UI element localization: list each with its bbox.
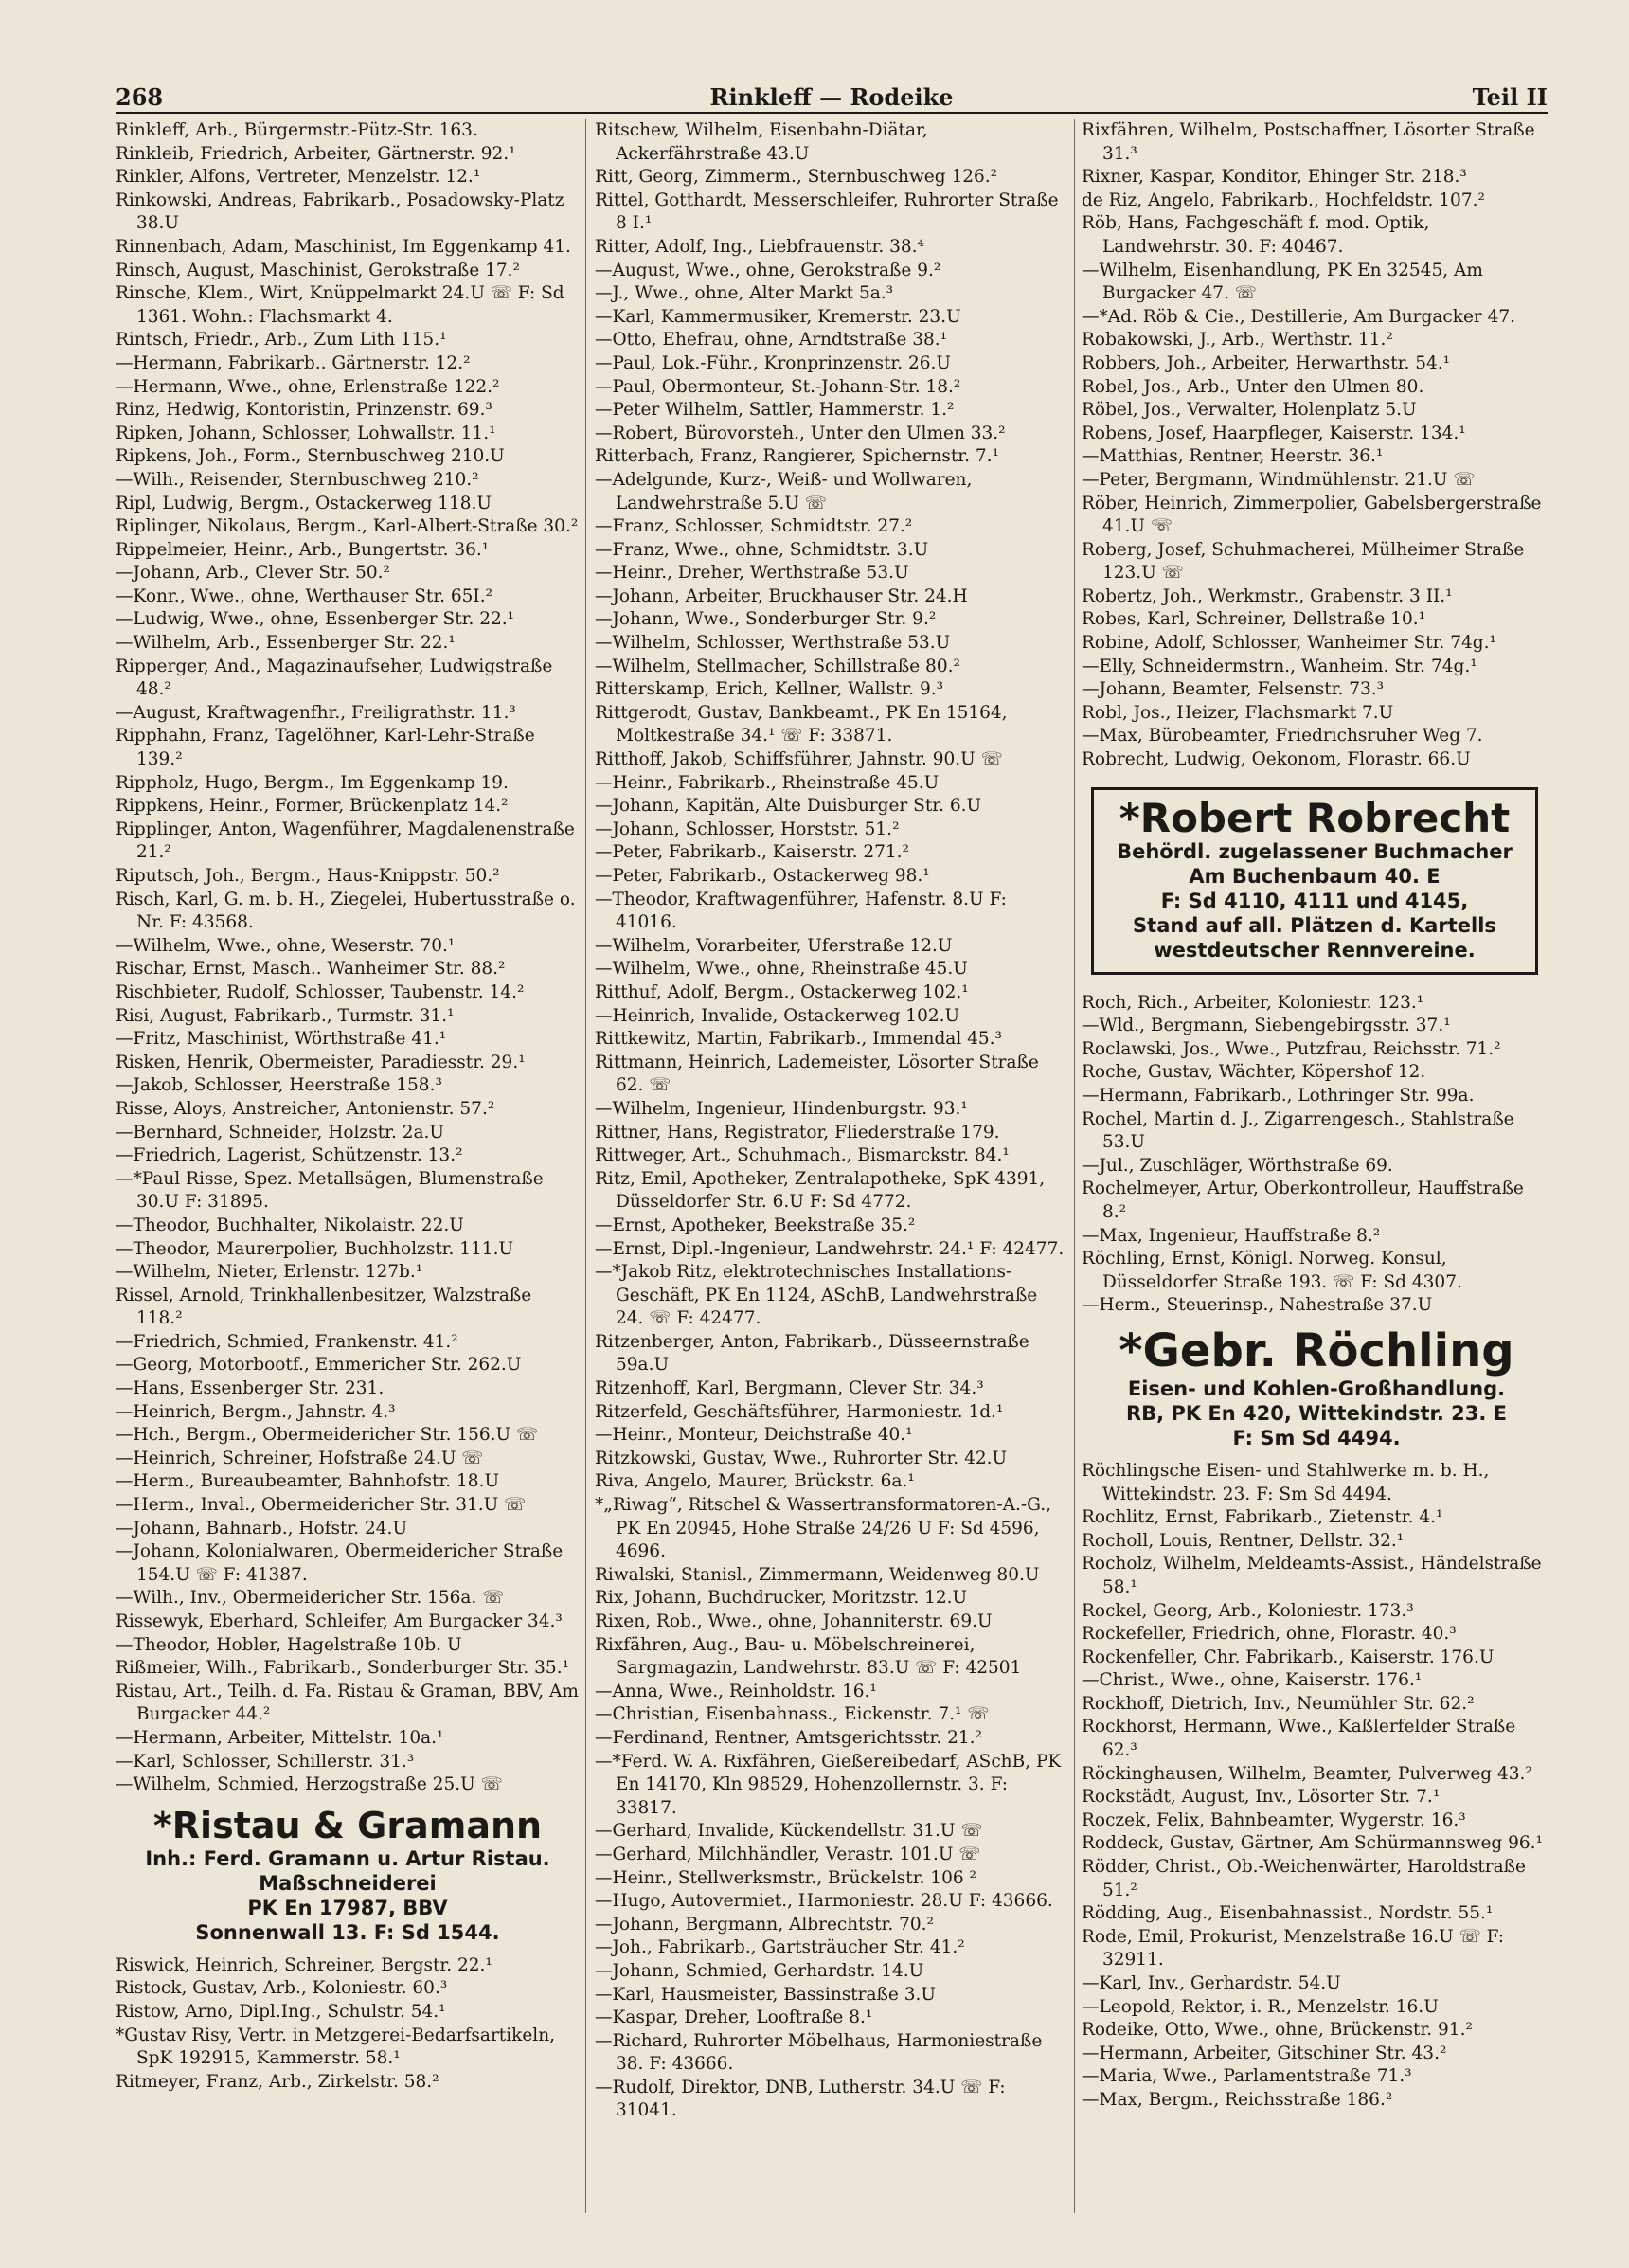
directory-entry: —Kaspar, Dreher, Looftraße 8.¹: [595, 2007, 873, 2028]
directory-entry: Röchlingsche Eisen- und Stahlwerke m. b. H., Wittekindstr. 23. F: Sm Sd 4494.: [1082, 1460, 1490, 1504]
directory-entry: Rixfähren, Aug., Bau- u. Möbelschreinerei, Sargmagazin, Landwehrstr. 83.U ☏ F: 42501: [595, 1634, 1022, 1679]
directory-entry: —Wilhelm, Eisenhandlung, PK En 32545, Am Burgacker 47. ☏: [1082, 260, 1483, 304]
directory-entry: —Hch., Bergm., Obermeidericher Str. 156.U ☏: [116, 1425, 539, 1446]
directory-entry: Robertz, Joh., Werkmstr., Grabenstr. 3 II.¹: [1082, 585, 1453, 606]
directory-entry: Risken, Henrik, Obermeister, Paradiesstr. 29.¹: [116, 1052, 526, 1072]
directory-entry: Ritterbach, Franz, Rangierer, Spichernstr. 7.¹: [595, 446, 999, 467]
directory-entry: Rixen, Rob., Wwe., ohne, Johanniterstr. 69.U: [595, 1611, 993, 1631]
directory-entry: —Johann, Bahnarb., Hofstr. 24.U: [116, 1518, 408, 1539]
header-rule: [116, 112, 1548, 114]
directory-entry: —Paul, Lok.-Führ., Kronprinzenstr. 26.U: [595, 352, 951, 373]
directory-entry: —Peter, Fabrikarb., Ostackerweg 98.¹: [595, 866, 930, 886]
directory-entry: —Johann, Bergmann, Albrechtstr. 70.²: [595, 1914, 934, 1935]
directory-entry: Ritthoff, Jakob, Schiffsführer, Jahnstr. 90.U ☏: [595, 749, 1003, 770]
directory-entry: Roch, Rich., Arbeiter, Koloniestr. 123.¹: [1082, 992, 1424, 1013]
directory-entry: —Karl, Hausmeister, Bassinstraße 3.U: [595, 1984, 936, 2005]
ad-line: RB, PK En 420, Wittekindstr. 23. E: [1125, 1401, 1508, 1425]
directory-entry: —Gerhard, Invalide, Kückendellstr. 31.U ☏: [595, 1821, 983, 1842]
directory-entry: —Heinrich, Schreiner, Hofstraße 24.U ☏: [116, 1448, 484, 1468]
directory-entry: Robakowski, J., Arb., Werthstr. 11.²: [1082, 330, 1393, 351]
directory-entry: —Konr., Wwe., ohne, Werthauser Str. 65I.²: [116, 585, 493, 606]
directory-entry: —Leopold, Rektor, i. R., Menzelstr. 16.U: [1082, 1996, 1439, 2017]
directory-entry: —Anna, Wwe., Reinholdstr. 16.¹: [595, 1681, 877, 1701]
directory-entry: Rißmeier, Wilh., Fabrikarb., Sonderburger Str. 35.¹: [116, 1658, 569, 1679]
directory-entry: Ritzkowski, Gustav, Wwe., Ruhrorter Str. 42.U: [595, 1448, 1008, 1468]
directory-entry: Rochlitz, Ernst, Fabrikarb., Zietenstr. 4.¹: [1082, 1507, 1443, 1528]
directory-entry: —Franz, Schlosser, Schmidtstr. 27.²: [595, 516, 913, 537]
directory-entry: —Hermann, Arbeiter, Gitschiner Str. 43.²: [1082, 2043, 1447, 2063]
directory-entry: Ritschew, Wilhelm, Eisenbahn-Diätar, Ackerfährstraße 43.U: [595, 120, 928, 164]
directory-entry: Ritzenhoff, Karl, Bergmann, Clever Str. 34.³: [595, 1378, 984, 1399]
directory-entry: —Herm., Bureaubeamter, Bahnhofstr. 18.U: [116, 1471, 500, 1492]
ad-title: *Gebr. Röchling: [1119, 1323, 1514, 1377]
directory-entry: Risch, Karl, G. m. b. H., Ziegelei, Hubertusstraße o. Nr. F: 43568.: [116, 889, 576, 933]
directory-entry: —Friedrich, Lagerist, Schützenstr. 13.²: [116, 1145, 463, 1166]
directory-entry: Rissel, Arnold, Trinkhallenbesitzer, Walzstraße 118.²: [116, 1285, 532, 1329]
directory-entry: —Karl, Inv., Gerhardstr. 54.U: [1082, 1973, 1341, 1993]
directory-entry: Rinz, Hedwig, Kontoristin, Prinzenstr. 69.³: [116, 400, 492, 421]
directory-entry: Ripl, Ludwig, Bergm., Ostackerweg 118.U: [116, 493, 492, 513]
directory-entry: —Wilhelm, Arb., Essenberger Str. 22.¹: [116, 633, 456, 654]
ad-line: Behördl. zugelassener Buchmacher: [1117, 839, 1513, 863]
directory-entry: —Ludwig, Wwe., ohne, Essenberger Str. 22.¹: [116, 609, 515, 630]
directory-entry: Ristow, Arno, Dipl.Ing., Schulstr. 54.¹: [116, 2001, 446, 2022]
directory-entry: —Wilhelm, Schmied, Herzogstraße 25.U ☏: [116, 1774, 503, 1795]
directory-entry: Riva, Angelo, Maurer, Brückstr. 6a.¹: [595, 1471, 915, 1492]
directory-entry: Robbers, Joh., Arbeiter, Herwarthstr. 54.¹: [1082, 352, 1451, 373]
directory-entry: Roddeck, Gustav, Gärtner, Am Schürmannsweg 96.¹: [1082, 1833, 1543, 1854]
directory-entry: Rittgerodt, Gustav, Bankbeamt., PK En 15164, Moltkestraße 34.¹ ☏ F: 33871.: [595, 702, 1008, 747]
directory-entry: —Hugo, Autovermiet., Harmoniestr. 28.U F: 43666.: [595, 1891, 1053, 1912]
directory-entry: Ripken, Johann, Schlosser, Lohwallstr. 11.¹: [116, 423, 496, 443]
directory-entry: —Georg, Motorbootf., Emmericher Str. 262.U: [116, 1355, 522, 1376]
directory-entry: —Heinrich, Invalide, Ostackerweg 102.U: [595, 1005, 960, 1026]
directory-entry: *„Riwag“, Ritschel & Wassertransformatoren-A.-G., PK En 20945, Hohe Straße 24/26 U F: Sd 4596, 4696.: [595, 1495, 1051, 1562]
directory-entry: —Herm., Steuerinsp., Nahestraße 37.U: [1082, 1295, 1433, 1316]
column-divider: [1074, 119, 1075, 2213]
directory-entry: —Wilh., Reisender, Sternbuschweg 210.²: [116, 469, 479, 490]
ad-line: Am Buchenbaum 40. E: [1189, 864, 1441, 888]
directory-entry: —Fritz, Maschinist, Wörthstraße 41.¹: [116, 1029, 447, 1050]
directory-entry: Robl, Jos., Heizer, Flachsmarkt 7.U: [1082, 702, 1394, 723]
directory-entry: —Wilhelm, Schlosser, Werthstraße 53.U: [595, 633, 951, 654]
directory-entry: Rixfähren, Wilhelm, Postschaffner, Lösorter Straße 31.³: [1082, 120, 1535, 164]
directory-entry: —Joh., Fabrikarb., Gartsträucher Str. 41.²: [595, 1937, 965, 1958]
directory-entry: Roberg, Josef, Schuhmacherei, Mülheimer Straße 123.U ☏: [1082, 539, 1525, 584]
ad-title: *Robert Robrecht: [1119, 794, 1511, 841]
directory-entry: Rittkewitz, Martin, Fabrikarb., Immendal 45.³: [595, 1029, 1002, 1050]
ad-line: PK En 17987, BBV: [247, 1896, 448, 1919]
advertisement: [1082, 1325, 1551, 1450]
directory-entry: Robes, Karl, Schreiner, Dellstraße 10.¹: [1082, 609, 1426, 630]
directory-entry: Rödder, Christ., Ob.-Weichenwärter, Haroldstraße 51.²: [1082, 1857, 1526, 1900]
directory-entry: —Johann, Kapitän, Alte Duisburger Str. 6.U: [595, 796, 982, 817]
directory-entry: Rinkowski, Andreas, Fabrikarb., Posadowsky-Platz 38.U: [116, 189, 564, 234]
directory-entry: —Hermann, Wwe., ohne, Erlenstraße 122.²: [116, 376, 500, 397]
directory-entry: —Johann, Arbeiter, Bruckhauser Str. 24.H: [595, 585, 968, 606]
directory-entry: Rockstädt, August, Inv., Lösorter Str. 7.¹: [1082, 1787, 1441, 1808]
directory-entry: Rischar, Ernst, Masch.. Wanheimer Str. 88.²: [116, 959, 506, 980]
directory-entry: Ritter, Adolf, Ing., Liebfrauenstr. 38.⁴: [595, 236, 924, 257]
directory-entry: Ritzenberger, Anton, Fabrikarb., Düsseernstraße 59a.U: [595, 1331, 1029, 1376]
column-1: [116, 119, 580, 2251]
directory-entry: —Karl, Schlosser, Schillerstr. 31.³: [116, 1751, 415, 1772]
ad-line: Maßschneiderei: [259, 1871, 437, 1895]
directory-entry: Rode, Emil, Prokurist, Menzelstraße 16.U ☏ F: 32911.: [1082, 1926, 1504, 1971]
directory-entry: Roczek, Felix, Bahnbeamter, Wygerstr. 16.³: [1082, 1809, 1466, 1830]
ad-line: Stand auf all. Plätzen d. Kartells: [1133, 913, 1496, 937]
directory-entry: Rix, Johann, Buchdrucker, Moritzstr. 12.U: [595, 1588, 968, 1609]
directory-entry: —Johann, Arb., Clever Str. 50.²: [116, 563, 390, 584]
directory-entry: —Hermann, Arbeiter, Mittelstr. 10a.¹: [116, 1727, 444, 1748]
directory-entry: —August, Kraftwagenfhr., Freiligrathstr. 11.³: [116, 702, 516, 723]
directory-entry: Rinkleff, Arb., Bürgermstr.-Pütz-Str. 163.: [116, 120, 478, 140]
directory-entry: Rockefeller, Friedrich, ohne, Florastr. 40.³: [1082, 1624, 1457, 1645]
directory-entry: —Heinrich, Bergm., Jahnstr. 4.³: [116, 1401, 396, 1422]
directory-entry: —Otto, Ehefrau, ohne, Arndtstraße 38.¹: [595, 330, 948, 351]
directory-entry: —Wilhelm, Ingenieur, Hindenburgstr. 93.¹: [595, 1098, 968, 1119]
directory-entry: —Rudolf, Direktor, DNB, Lutherstr. 34.U ☏ F: 31041.: [595, 2077, 1006, 2121]
directory-entry: Rippelmeier, Heinr., Arb., Bungertstr. 36.¹: [116, 539, 490, 560]
directory-entry: Rittmann, Heinrich, Lademeister, Lösorter Straße 62. ☏: [595, 1052, 1039, 1096]
directory-entry: —Johann, Wwe., Sonderburger Str. 9.²: [595, 609, 937, 630]
directory-entry: Rinkleib, Friedrich, Arbeiter, Gärtnerstr. 92.¹: [116, 143, 516, 164]
directory-entry: Ripperger, And., Magazinaufseher, Ludwigstraße 48.²: [116, 656, 553, 700]
directory-entry: Rippkens, Heinr., Former, Brückenplatz 14.²: [116, 796, 509, 817]
directory-entry: —Heinr., Fabrikarb., Rheinstraße 45.U: [595, 772, 940, 793]
directory-entry: —Johann, Kolonialwaren, Obermeidericher Straße 154.U ☏ F: 41387.: [116, 1541, 564, 1585]
directory-entry: Rittner, Hans, Registrator, Fliederstraße 179.: [595, 1122, 1000, 1143]
directory-entry: —Christian, Eisenbahnass., Eickenstr. 7.¹ ☏: [595, 1704, 990, 1725]
directory-entry: Rockhoff, Dietrich, Inv., Neumühler Str. 62.²: [1082, 1693, 1475, 1714]
directory-entry: —*Ad. Röb & Cie., Destillerie, Am Burgacker 47.: [1082, 306, 1516, 327]
directory-entry: —Peter, Fabrikarb., Kaiserstr. 271.²: [595, 842, 909, 863]
directory-entry: Rintsch, Friedr., Arb., Zum Lith 115.¹: [116, 330, 447, 351]
directory-entry: Rochel, Martin d. J., Zigarrengesch., Stahlstraße 53.U: [1082, 1108, 1514, 1153]
directory-entry: —Heinr., Monteur, Deichstraße 40.¹: [595, 1425, 913, 1446]
directory-entry: —Bernhard, Schneider, Holzstr. 2a.U: [116, 1122, 444, 1143]
page-range-title: Rinkleff — Rodeike: [709, 83, 954, 111]
directory-entry: —Jakob, Schlosser, Heerstraße 158.³: [116, 1075, 442, 1096]
directory-entry: Robrecht, Ludwig, Oekonom, Florastr. 66.U: [1082, 749, 1471, 770]
directory-entry: —Jul., Zuschläger, Wörthstraße 69.: [1082, 1155, 1393, 1176]
directory-entry: —August, Wwe., ohne, Gerokstraße 9.²: [595, 260, 941, 280]
directory-entry: de Riz, Angelo, Fabrikarb., Hochfeldstr. 107.²: [1082, 189, 1485, 210]
directory-entry: —Herm., Inval., Obermeidericher Str. 31.U ☏: [116, 1495, 527, 1516]
directory-entry: —Max, Bürobeamter, Friedrichsruher Weg 7.: [1082, 726, 1483, 747]
directory-entry: Riputsch, Joh., Bergm., Haus-Knippstr. 50.²: [116, 866, 500, 886]
directory-entry: —Hermann, Fabrikarb.. Gärtnerstr. 12.²: [116, 352, 471, 373]
directory-entry: Rischbieter, Rudolf, Schlosser, Taubenstr. 14.²: [116, 981, 525, 1002]
directory-entry: Rockel, Georg, Arb., Koloniestr. 173.³: [1082, 1600, 1414, 1621]
directory-entry: —Johann, Schlosser, Horststr. 51.²: [595, 819, 900, 839]
directory-entry: Rinsche, Klem., Wirt, Knüppelmarkt 24.U ☏ F: Sd 1361. Wohn.: Flachsmarkt 4.: [116, 283, 564, 327]
directory-entry: —Heinr., Stellwerksmstr., Brückelstr. 106 ²: [595, 1867, 976, 1888]
directory-entry: Rinnenbach, Adam, Maschinist, Im Eggenkamp 41.: [116, 236, 571, 257]
directory-entry: —Gerhard, Milchhändler, Verastr. 101.U ☏: [595, 1844, 981, 1864]
directory-entry: —Theodor, Buchhalter, Nikolaistr. 22.U: [116, 1215, 464, 1235]
directory-entry: Ripphahn, Franz, Tagelöhner, Karl-Lehr-Straße 139.²: [116, 726, 535, 770]
directory-entry: —Franz, Wwe., ohne, Schmidtstr. 3.U: [595, 539, 929, 560]
directory-entry: —Hans, Essenberger Str. 231.: [116, 1378, 385, 1399]
directory-entry: —Wilhelm, Wwe., ohne, Rheinstraße 45.U: [595, 959, 968, 980]
directory-entry: —Theodor, Hobler, Hagelstraße 10b. U: [116, 1634, 462, 1655]
ad-line: Eisen- und Kohlen-Großhandlung.: [1127, 1377, 1506, 1400]
directory-entry: —Wilh., Inv., Obermeidericher Str. 156a. ☏: [116, 1588, 505, 1609]
directory-entry: —Theodor, Kraftwagenführer, Hafenstr. 8.U F: 41016.: [595, 889, 1007, 933]
directory-entry: —Wilhelm, Vorarbeiter, Uferstraße 12.U: [595, 935, 953, 956]
directory-entry: Riwalski, Stanisl., Zimmermann, Weidenweg 80.U: [595, 1564, 1040, 1585]
directory-entry: —Wilhelm, Nieter, Erlenstr. 127b.¹: [116, 1262, 423, 1283]
directory-entry: —Hermann, Fabrikarb., Lothringer Str. 99a.: [1082, 1086, 1475, 1106]
directory-entry: Riswick, Heinrich, Schreiner, Bergstr. 22.¹: [116, 1954, 492, 1975]
directory-entry: Ristock, Gustav, Arb., Koloniestr. 60.³: [116, 1978, 448, 1999]
page-number: 268: [116, 83, 164, 111]
directory-entry: —Friedrich, Schmied, Frankenstr. 41.²: [116, 1331, 458, 1352]
directory-entry: Risi, August, Fabrikarb., Turmstr. 31.¹: [116, 1005, 455, 1026]
column-divider: [585, 119, 586, 2213]
directory-entry: Rittel, Gotthardt, Messerschleifer, Ruhrorter Straße 8 I.¹: [595, 189, 1059, 234]
directory-entry: Robine, Adolf, Schlosser, Wanheimer Str. 74g.¹: [1082, 633, 1496, 654]
directory-entry: —Wilhelm, Stellmacher, Schillstraße 80.²: [595, 656, 960, 676]
directory-entry: —Robert, Bürovorsteh., Unter den Ulmen 33.²: [595, 423, 1006, 443]
directory-entry: —Ernst, Dipl.-Ingenieur, Landwehrstr. 24.¹ F: 42477.: [595, 1238, 1065, 1259]
ad-line: F: Sm Sd 4494.: [1232, 1426, 1401, 1449]
ad-line: Inh.: Ferd. Gramann u. Artur Ristau.: [145, 1846, 550, 1870]
directory-entry: —Johann, Beamter, Felsenstr. 73.³: [1082, 679, 1385, 700]
directory-entry: —*Ferd. W. A. Rixfähren, Gießereibedarf, ASchB, PK En 14170, Kln 98529, Hohenzollernstr. 3. F: 33817.: [595, 1751, 1062, 1818]
directory-entry: Röb, Hans, Fachgeschäft f. mod. Optik, Landwehrstr. 30. F: 40467.: [1082, 213, 1430, 257]
directory-entry: Rippholz, Hugo, Bergm., Im Eggenkamp 19.: [116, 772, 509, 793]
directory-entry: —Adelgunde, Kurz-, Weiß- und Wollwaren, Landwehrstraße 5.U ☏: [595, 469, 973, 513]
directory-entry: Rockhorst, Hermann, Wwe., Kaßlerfelder Straße 62.³: [1082, 1717, 1516, 1761]
directory-entry: —Maria, Wwe., Parlamentstraße 71.³: [1082, 2066, 1412, 2087]
directory-entry: Ritzerfeld, Geschäftsführer, Harmoniestr. 1d.¹: [595, 1401, 1004, 1422]
directory-entry: Rochelmeyer, Artur, Oberkontrolleur, Hauffstraße 8.²: [1082, 1179, 1524, 1222]
directory-entry: Rocholz, Wilhelm, Meldeamts-Assist., Händelstraße 58.¹: [1082, 1554, 1542, 1597]
directory-entry: Rödding, Aug., Eisenbahnassist., Nordstr. 55.¹: [1082, 1903, 1494, 1924]
directory-entry: —Max, Bergm., Reichsstraße 186.²: [1082, 2089, 1393, 2110]
directory-entry: —Wilhelm, Wwe., ohne, Weserstr. 70.¹: [116, 935, 456, 956]
directory-entry: Röbel, Jos., Verwalter, Holenplatz 5.U: [1082, 400, 1417, 421]
directory-entry: —Richard, Ruhrorter Möbelhaus, Harmoniestraße 38. F: 43666.: [595, 2030, 1043, 2075]
directory-entry: —Matthias, Rentner, Heerstr. 36.¹: [1082, 446, 1384, 467]
directory-entry: —Karl, Kammermusiker, Kremerstr. 23.U: [595, 306, 961, 327]
directory-entry: —Peter, Bergmann, Windmühlenstr. 21.U ☏: [1082, 469, 1476, 490]
directory-entry: —Wld., Bergmann, Siebengebirgsstr. 37.¹: [1082, 1016, 1451, 1036]
ad-line: F: Sd 4110, 4111 und 4145,: [1160, 889, 1469, 912]
directory-entry: Roche, Gustav, Wächter, Köpershof 12.: [1082, 1062, 1426, 1083]
directory-entry: —Heinr., Dreher, Werthstraße 53.U: [595, 563, 909, 584]
advertisement: [1091, 787, 1538, 975]
directory-entry: Röchling, Ernst, Königl. Norweg. Konsul, Düsseldorfer Straße 193. ☏ F: Sd 4307.: [1082, 1249, 1462, 1292]
directory-entry: —Paul, Obermonteur, St.-Johann-Str. 18.²: [595, 376, 961, 397]
directory-entry: Rissewyk, Eberhard, Schleifer, Am Burgacker 34.³: [116, 1611, 563, 1631]
directory-entry: Rinsch, August, Maschinist, Gerokstraße 17.²: [116, 260, 520, 280]
directory-entry: Rixner, Kaspar, Konditor, Ehinger Str. 218.³: [1082, 167, 1467, 188]
directory-entry: —Elly, Schneidermstrn., Wanheim. Str. 74g.¹: [1082, 656, 1477, 676]
directory-entry: —Theodor, Maurerpolier, Buchholzstr. 111.U: [116, 1238, 514, 1259]
directory-entry: Rinkler, Alfons, Vertreter, Menzelstr. 12.¹: [116, 167, 481, 188]
directory-entry: Ripplinger, Anton, Wagenführer, Magdalenenstraße 21.²: [116, 819, 575, 863]
directory-entry: Rittweger, Art., Schuhmach., Bismarckstr. 84.¹: [595, 1145, 1010, 1166]
directory-entry: Rocholl, Louis, Rentner, Dellstr. 32.¹: [1082, 1530, 1405, 1551]
ad-title: *Ristau & Gramann: [152, 1804, 543, 1846]
advertisement: [116, 1805, 580, 1945]
directory-entry: —Ernst, Apotheker, Beekstraße 35.²: [595, 1215, 916, 1235]
directory-entry: Rodeike, Otto, Wwe., ohne, Brückenstr. 91.²: [1082, 2020, 1473, 2041]
column-3: [1082, 119, 1551, 2251]
directory-entry: —*Paul Risse, Spez. Metallsägen, Blumenstraße 30.U F: 31895.: [116, 1168, 544, 1213]
ad-line: Sonnenwall 13. F: Sd 1544.: [195, 1920, 500, 1944]
directory-entry: Risse, Aloys, Anstreicher, Antonienstr. 57.²: [116, 1098, 495, 1119]
directory-entry: —Peter Wilhelm, Sattler, Hammerstr. 1.²: [595, 400, 955, 421]
directory-entry: Robens, Josef, Haarpfleger, Kaiserstr. 134.¹: [1082, 423, 1466, 443]
directory-entry: Riplinger, Nikolaus, Bergm., Karl-Albert-Straße 30.²: [116, 516, 579, 537]
directory-entry: —Johann, Schmied, Gerhardstr. 14.U: [595, 1960, 924, 1981]
page-header: [116, 83, 1548, 116]
directory-entry: Röber, Heinrich, Zimmerpolier, Gabelsbergerstraße 41.U ☏: [1082, 493, 1542, 537]
directory-entry: Roclawski, Jos., Wwe., Putzfrau, Reichsstr. 71.²: [1082, 1038, 1501, 1059]
directory-entry: Rockenfeller, Chr. Fabrikarb., Kaiserstr. 176.U: [1082, 1647, 1495, 1667]
part-label: Teil II: [1472, 83, 1548, 111]
directory-entry: Ritz, Emil, Apotheker, Zentralapotheke, SpK 4391, Düsseldorfer Str. 6.U F: Sd 4772.: [595, 1168, 1046, 1213]
directory-entry: —Max, Ingenieur, Hauffstraße 8.²: [1082, 1225, 1381, 1246]
directory-entry: —Ferdinand, Rentner, Amtsgerichtsstr. 21.²: [595, 1727, 982, 1748]
directory-entry: Ritthuf, Adolf, Bergm., Ostackerweg 102.¹: [595, 981, 969, 1002]
directory-entry: Ritterskamp, Erich, Kellner, Wallstr. 9.³: [595, 679, 944, 700]
directory-entry: —Christ., Wwe., ohne, Kaiserstr. 176.¹: [1082, 1670, 1423, 1691]
directory-entry: —*Jakob Ritz, elektrotechnisches Installations-Geschäft, PK En 1124, ASchB, Landwehrstraße 24. ☏ F: 42477.: [595, 1262, 1038, 1329]
ad-line: westdeutscher Rennvereine.: [1154, 938, 1476, 962]
directory-entry: Röckinghausen, Wilhelm, Beamter, Pulverweg 43.²: [1082, 1763, 1532, 1784]
directory-entry: —J., Wwe., ohne, Alter Markt 5a.³: [595, 283, 894, 304]
directory-entry: *Gustav Risy, Vertr. in Metzgerei-Bedarfsartikeln, SpK 192915, Kammerstr. 58.¹: [116, 2025, 556, 2069]
directory-entry: Ripkens, Joh., Form., Sternbuschweg 210.U: [116, 446, 505, 467]
directory-entry: Ritmeyer, Franz, Arb., Zirkelstr. 58.²: [116, 2071, 439, 2092]
directory-entry: Ritt, Georg, Zimmerm., Sternbuschweg 126.²: [595, 167, 998, 188]
column-2: [595, 119, 1068, 2251]
directory-entry: Robel, Jos., Arb., Unter den Ulmen 80.: [1082, 376, 1424, 397]
directory-entry: Ristau, Art., Teilh. d. Fa. Ristau & Graman, BBV, Am Burgacker 44.²: [116, 1681, 579, 1725]
